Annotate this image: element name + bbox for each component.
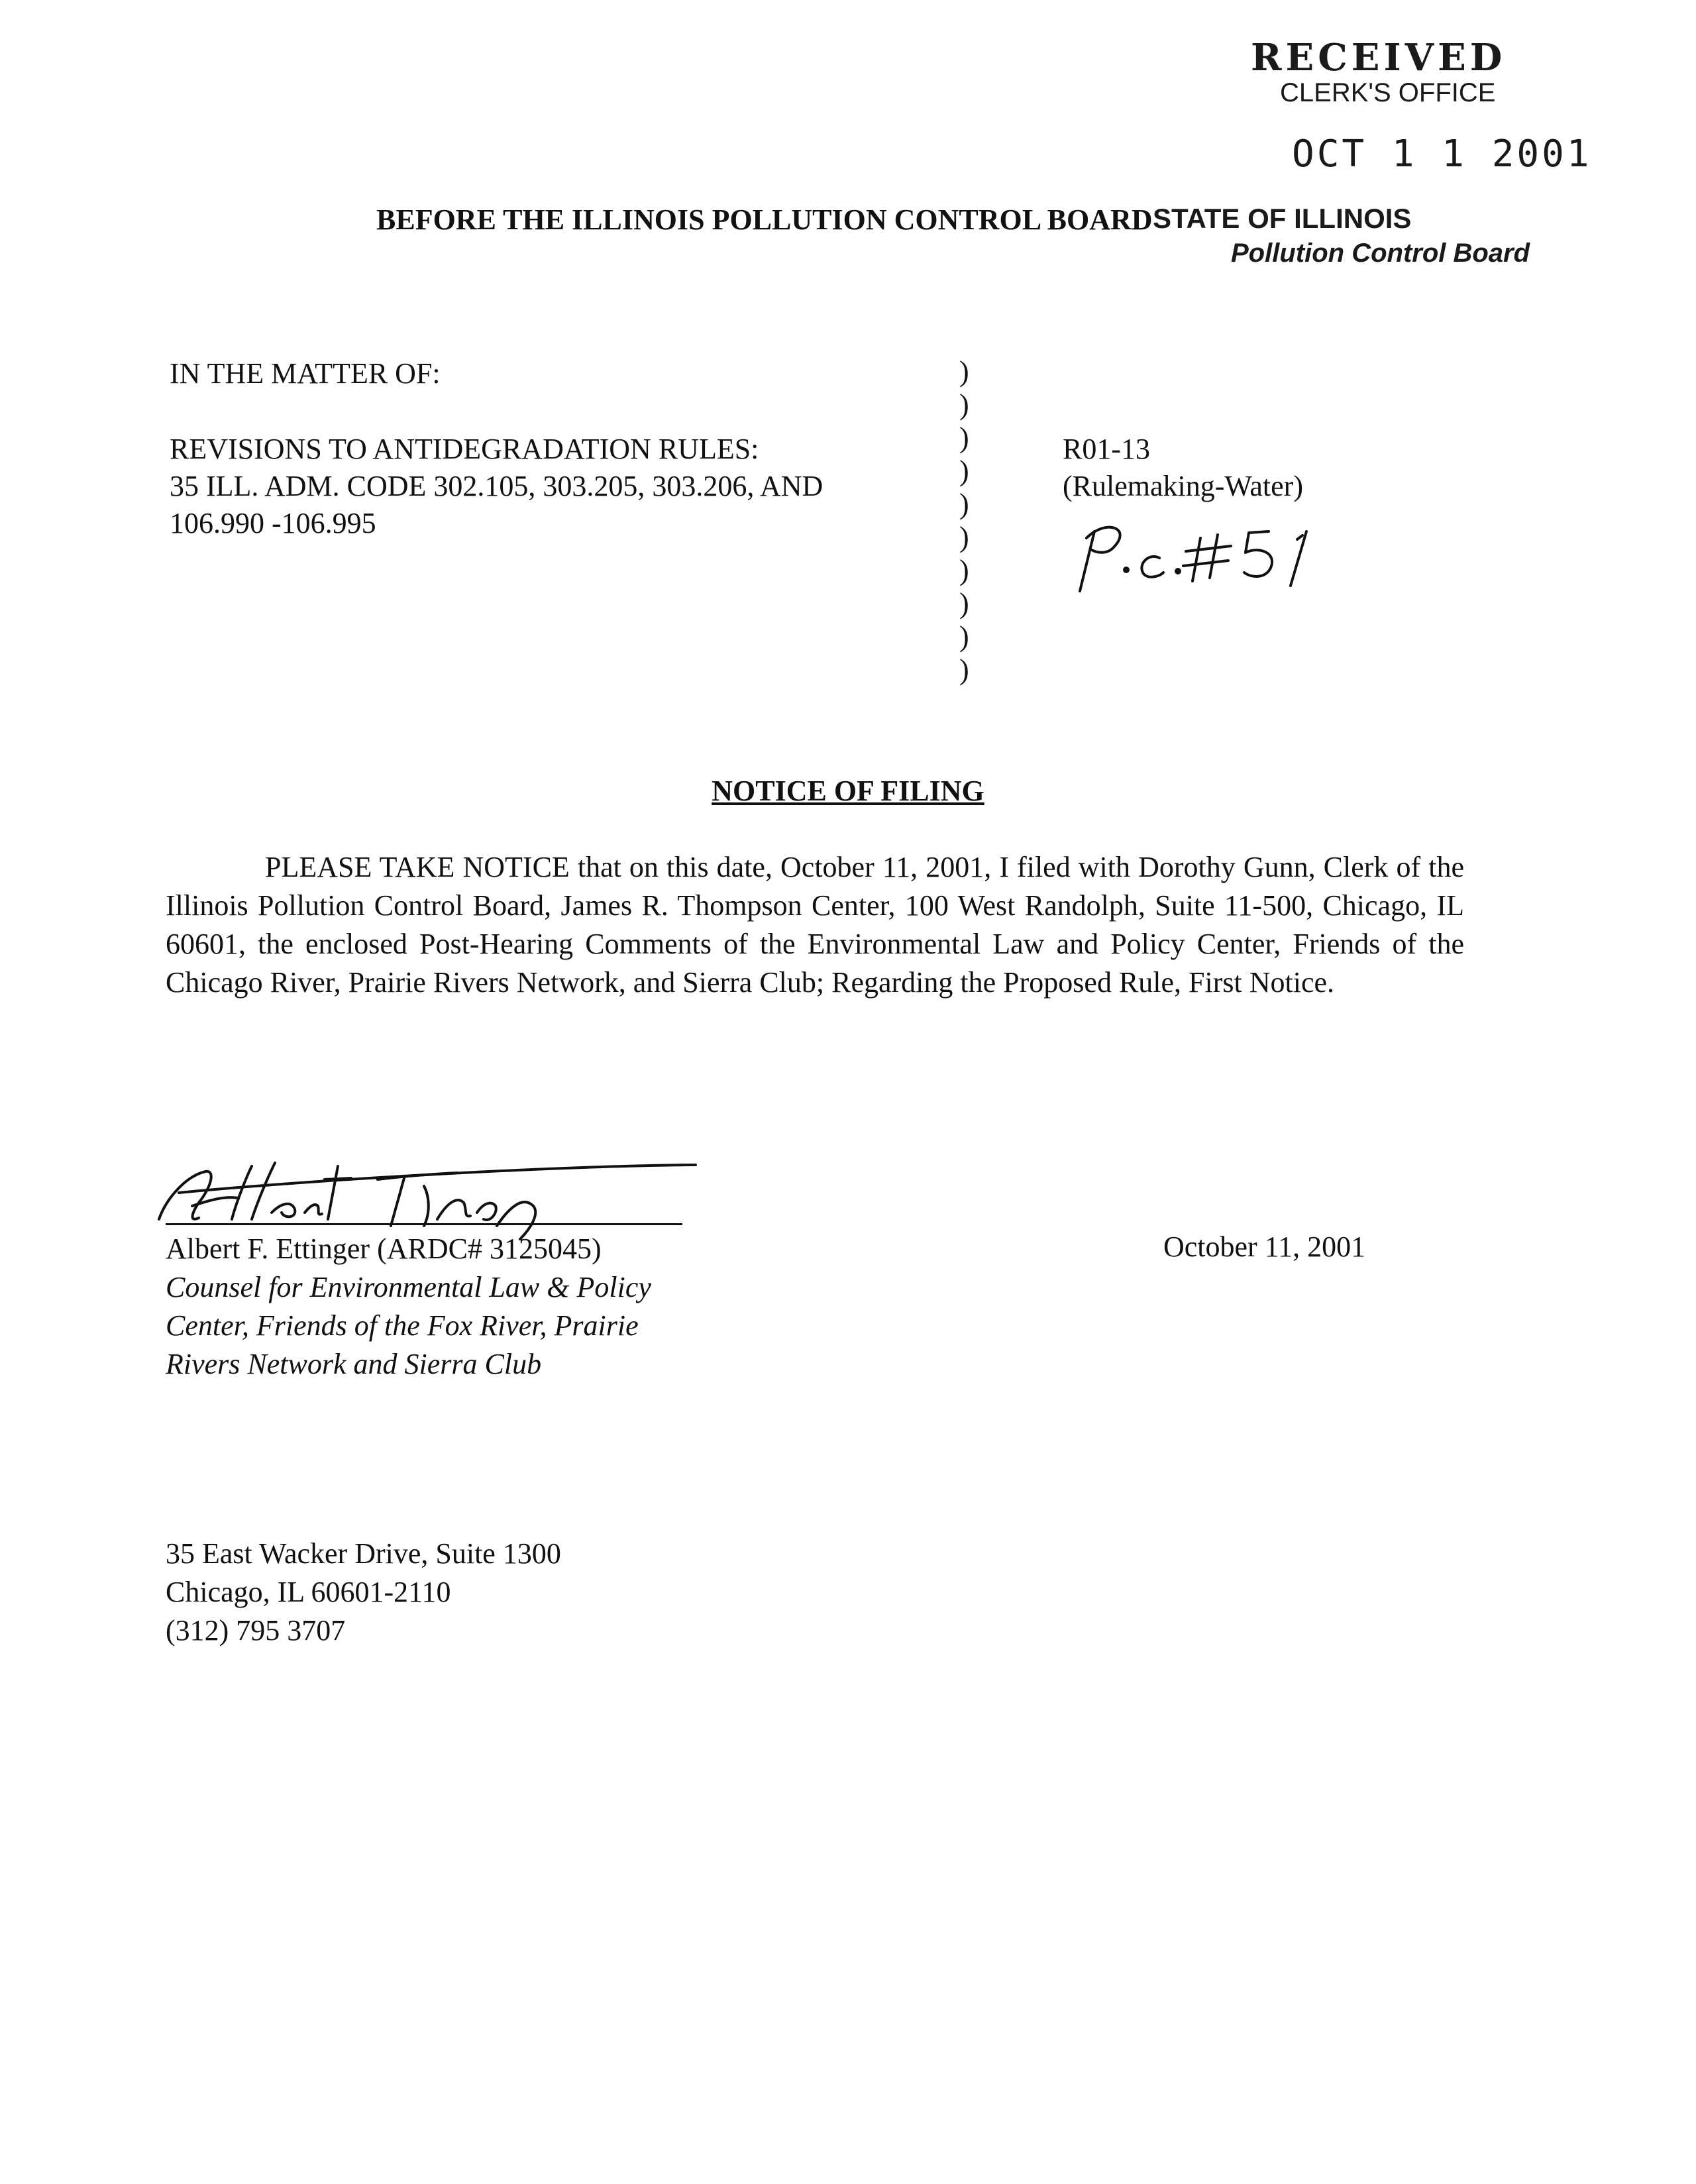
received-stamp-office: CLERK'S OFFICE: [1280, 78, 1496, 107]
caption-paren: ): [959, 620, 969, 653]
signer-role-line: Rivers Network and Sierra Club: [166, 1348, 542, 1380]
caption-matter: IN THE MATTER OF:: [170, 357, 441, 390]
caption-parentheses: [959, 355, 986, 686]
document-heading: BEFORE THE ILLINOIS POLLUTION CONTROL BOARD: [376, 203, 1153, 236]
signature-block: [166, 1230, 651, 1384]
caption-paren: ): [959, 653, 969, 686]
caption-title-line: REVISIONS TO ANTIDEGRADATION RULES:: [170, 433, 759, 465]
signer-role-line: Center, Friends of the Fox River, Prairie: [166, 1309, 639, 1342]
signature-date: October 11, 2001: [1163, 1230, 1366, 1263]
address-block: [166, 1535, 561, 1650]
received-stamp-board: Pollution Control Board: [1231, 239, 1530, 268]
address-line: Chicago, IL 60601-2110: [166, 1576, 451, 1608]
caption-paren: ): [959, 521, 969, 553]
caption-paren: ): [959, 388, 969, 421]
received-stamp-state: STATE OF ILLINOIS: [1153, 203, 1412, 234]
received-stamp-title: RECEIVED: [1251, 36, 1507, 80]
caption-paren: ): [959, 488, 969, 520]
notice-paragraph: [166, 848, 1464, 1002]
caption-paren: ): [959, 355, 969, 388]
caption-paren: ): [959, 455, 969, 487]
docket-number: R01-13: [1063, 433, 1150, 465]
received-stamp-date: OCT 1 1 2001: [1292, 133, 1592, 176]
signer-name: Albert F. Ettinger (ARDC# 3125045): [166, 1232, 602, 1265]
caption-title: [170, 431, 823, 542]
notice-paragraph-text: PLEASE TAKE NOTICE that on this date, October 11, 2001, I filed with Dorothy Gunn, Clerk of the Illinois Pollution Control Board, James R. Thompson Center, 100 West Randolph, Suite 11-500, Chicago, IL 60601, the enclosed Post-Hearing Comments of the Environmental Law and Policy Center, Friends of the Chicago River, Prairie Rivers Network, and Sierra Club; Regarding the Proposed Rule, First Notice.: [166, 851, 1464, 999]
caption-title-line: 35 ILL. ADM. CODE 302.105, 303.205, 303.206, AND: [170, 470, 823, 502]
address-line: (312) 795 3707: [166, 1614, 346, 1647]
handwritten-pc-number: [1060, 512, 1365, 598]
caption-paren: ): [959, 587, 969, 620]
docket-type: (Rulemaking-Water): [1063, 470, 1303, 502]
signer-role-line: Counsel for Environmental Law & Policy: [166, 1271, 651, 1303]
notice-title: NOTICE OF FILING: [712, 775, 984, 807]
caption-title-line: 106.990 -106.995: [170, 507, 376, 539]
address-line: 35 East Wacker Drive, Suite 1300: [166, 1537, 561, 1570]
signature-line: [166, 1223, 682, 1225]
caption-paren: ): [959, 554, 969, 586]
caption-paren: ): [959, 421, 969, 454]
